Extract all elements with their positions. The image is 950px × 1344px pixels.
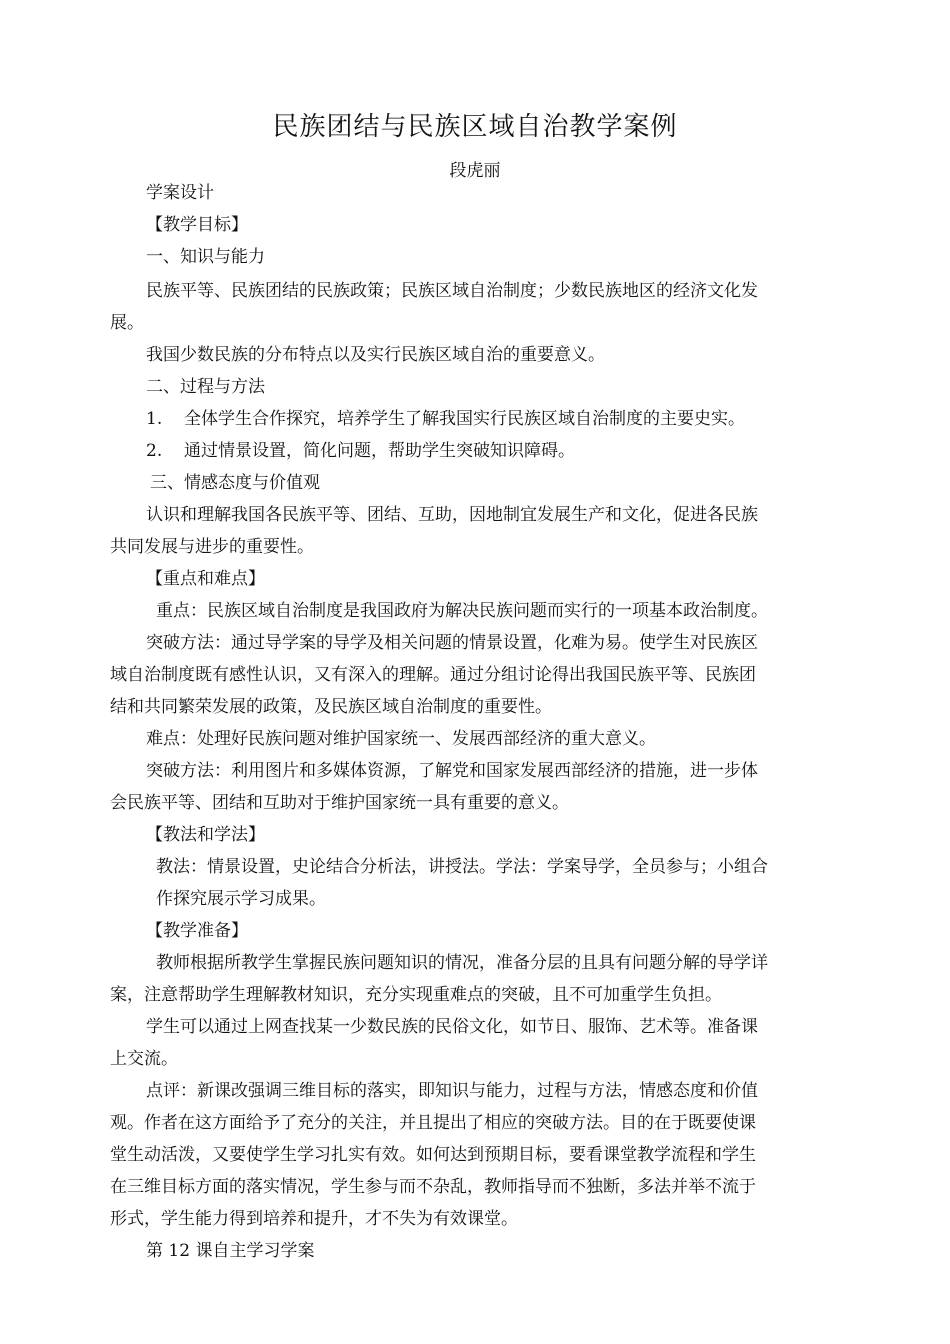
section-heading: 学案设计 xyxy=(146,183,214,203)
emotion-heading: 三、情感态度与价值观 xyxy=(150,473,320,493)
paragraph-line: 展。 xyxy=(110,313,144,333)
document-title: 民族团结与民族区域自治教学案例 xyxy=(272,112,678,142)
paragraph-line: 教法：情景设置，史论结合分析法，讲授法。学法：学案导学，全员参与；小组合 xyxy=(156,857,768,877)
paragraph-line: 堂生动活泼，又要使学生学习扎实有效。如何达到预期目标，要看课堂教学流程和学生 xyxy=(110,1145,756,1165)
paragraph-line: 会民族平等、团结和互助对于维护国家统一具有重要的意义。 xyxy=(110,793,569,813)
paragraph-line: 教师根据所教学生掌握民族问题知识的情况，准备分层的且具有问题分解的导学详 xyxy=(156,953,768,973)
objectives-heading: 【教学目标】 xyxy=(146,215,248,235)
author-name: 段虎丽 xyxy=(449,161,501,181)
list-item xyxy=(146,408,850,430)
paragraph-line: 上交流。 xyxy=(110,1049,178,1069)
lesson-heading: 第 12 课自主学习学案 xyxy=(146,1241,315,1261)
knowledge-heading: 一、知识与能力 xyxy=(146,247,265,267)
paragraph-line: 我国少数民族的分布特点以及实行民族区域自治的重要意义。 xyxy=(146,345,605,365)
paragraph-line: 认识和理解我国各民族平等、团结、互助，因地制宜发展生产和文化，促进各民族 xyxy=(146,505,758,525)
paragraph-line: 域自治制度既有感性认识，又有深入的理解。通过分组讨论得出我国民族平等、民族团 xyxy=(110,665,756,685)
paragraph-line: 作探究展示学习成果。 xyxy=(156,889,326,909)
process-heading: 二、过程与方法 xyxy=(146,377,265,397)
paragraph-line: 结和共同繁荣发展的政策，及民族区域自治制度的重要性。 xyxy=(110,697,552,717)
paragraph-line: 案，注意帮助学生理解教材知识，充分实现重难点的突破，且不可加重学生负担。 xyxy=(110,985,722,1005)
paragraph-line: 重点：民族区域自治制度是我国政府为解决民族问题而实行的一项基本政治制度。 xyxy=(156,601,768,621)
list-number: 1. xyxy=(146,409,163,429)
list-item-text: 全体学生合作探究，培养学生了解我国实行民族区域自治制度的主要史实。 xyxy=(184,409,745,429)
paragraph-line: 突破方法：通过导学案的导学及相关问题的情景设置，化难为易。使学生对民族区 xyxy=(146,633,758,653)
paragraph-line: 民族平等、民族团结的民族政策；民族区域自治制度；少数民族地区的经济文化发 xyxy=(146,281,758,301)
paragraph-line: 在三维目标方面的落实情况，学生参与而不杂乱，教师指导而不独断，多法并举不流于 xyxy=(110,1177,756,1197)
paragraph-line: 难点：处理好民族问题对维护国家统一、发展西部经济的重大意义。 xyxy=(146,729,656,749)
prep-heading: 【教学准备】 xyxy=(146,921,248,941)
paragraph-line: 点评：新课改强调三维目标的落实，即知识与能力，过程与方法，情感态度和价值 xyxy=(146,1081,758,1101)
paragraph-line: 突破方法：利用图片和多媒体资源，了解党和国家发展西部经济的措施，进一步体 xyxy=(146,761,758,781)
methods-heading: 【教法和学法】 xyxy=(146,825,265,845)
paragraph-line: 形式，学生能力得到培养和提升，才不失为有效课堂。 xyxy=(110,1209,518,1229)
list-item xyxy=(146,440,850,462)
list-number: 2. xyxy=(146,441,163,461)
paragraph-line: 共同发展与进步的重要性。 xyxy=(110,537,314,557)
list-item-text: 通过情景设置，简化问题，帮助学生突破知识障碍。 xyxy=(184,441,575,461)
paragraph-line: 观。作者在这方面给予了充分的关注，并且提出了相应的突破方法。目的在于既要使课 xyxy=(110,1113,756,1133)
key-heading: 【重点和难点】 xyxy=(146,569,265,589)
paragraph-line: 学生可以通过上网查找某一少数民族的民俗文化，如节日、服饰、艺术等。准备课 xyxy=(146,1017,758,1037)
